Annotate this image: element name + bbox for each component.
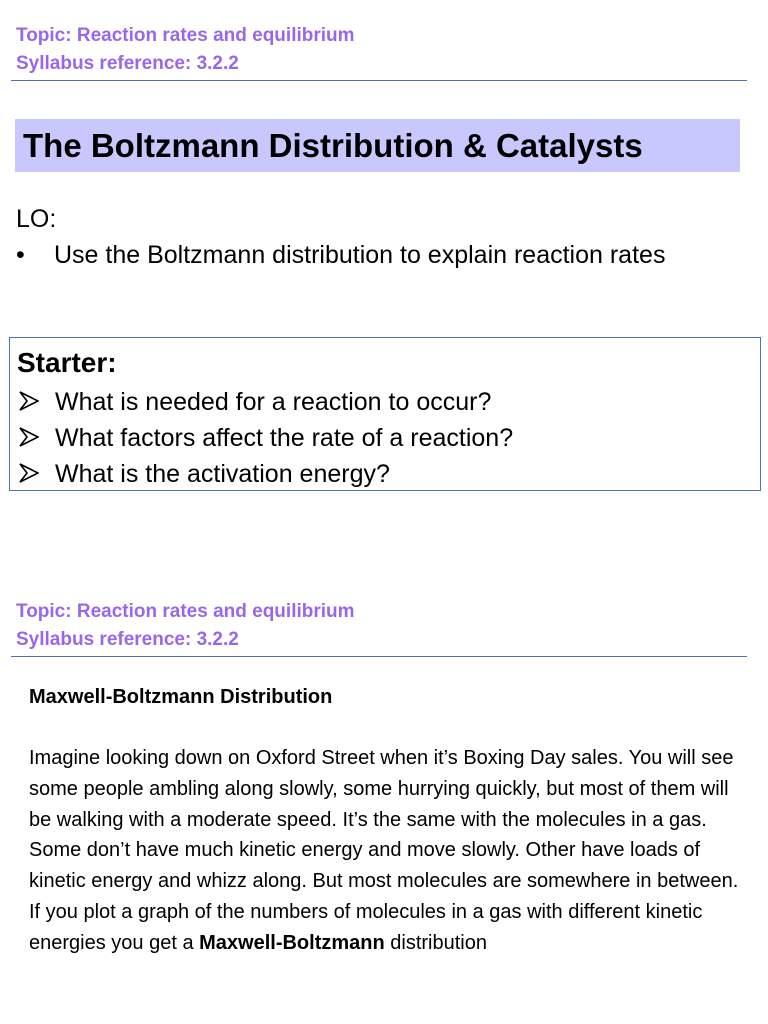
- paragraph-end: distribution: [384, 931, 487, 954]
- lo-heading: LO:: [16, 205, 57, 233]
- starter-item: [17, 456, 513, 492]
- topic-line: Topic: Reaction rates and equilibrium: [16, 601, 355, 622]
- header-divider: [11, 80, 747, 81]
- paragraph-bold-term: Maxwell-Boltzmann: [199, 931, 385, 954]
- starter-item: [17, 420, 513, 456]
- section-heading: Maxwell-Boltzmann Distribution: [29, 686, 333, 708]
- syllabus-line: Syllabus reference: 3.2.2: [16, 629, 239, 650]
- starter-item: [17, 384, 513, 420]
- starter-box: [9, 337, 761, 491]
- topic-header: [16, 22, 355, 78]
- topic-line: Topic: Reaction rates and equilibrium: [16, 25, 355, 46]
- lo-item: [16, 240, 665, 270]
- starter-heading: Starter:: [17, 347, 117, 378]
- bullet-dot-icon: •: [16, 241, 25, 269]
- arrowhead-bullet-icon: [17, 462, 55, 486]
- lo-item-text: Use the Boltzmann distribution to explain reaction rates: [54, 241, 666, 269]
- body-paragraph: [29, 743, 749, 959]
- arrowhead-bullet-icon: [17, 426, 55, 450]
- starter-item-text: What is needed for a reaction to occur?: [55, 388, 492, 416]
- slide-title: The Boltzmann Distribution & Catalysts: [23, 127, 643, 164]
- starter-item-text: What factors affect the rate of a reaction?: [55, 424, 514, 452]
- header-divider: [11, 656, 747, 657]
- title-banner: [15, 119, 740, 172]
- topic-header: [16, 598, 355, 654]
- syllabus-line: Syllabus reference: 3.2.2: [16, 53, 239, 74]
- paragraph-main: Imagine looking down on Oxford Street when it’s Boxing Day sales. You will see some people ambling along slowly, some hurrying quickly, but most of them will be walking with a moderate speed. It’s the same with the molecules in a gas. Some don’t have much kinetic energy and move slowly. Other have loads of kinetic energy and whizz along. But most molecules are somewhere in between. If you plot a graph of the numbers of molecules in a gas with different kinetic energies you get a: [29, 747, 739, 954]
- arrowhead-bullet-icon: [17, 390, 55, 414]
- starter-item-text: What is the activation energy?: [55, 460, 390, 488]
- starter-list: [17, 384, 513, 492]
- slide-2: [0, 576, 768, 1024]
